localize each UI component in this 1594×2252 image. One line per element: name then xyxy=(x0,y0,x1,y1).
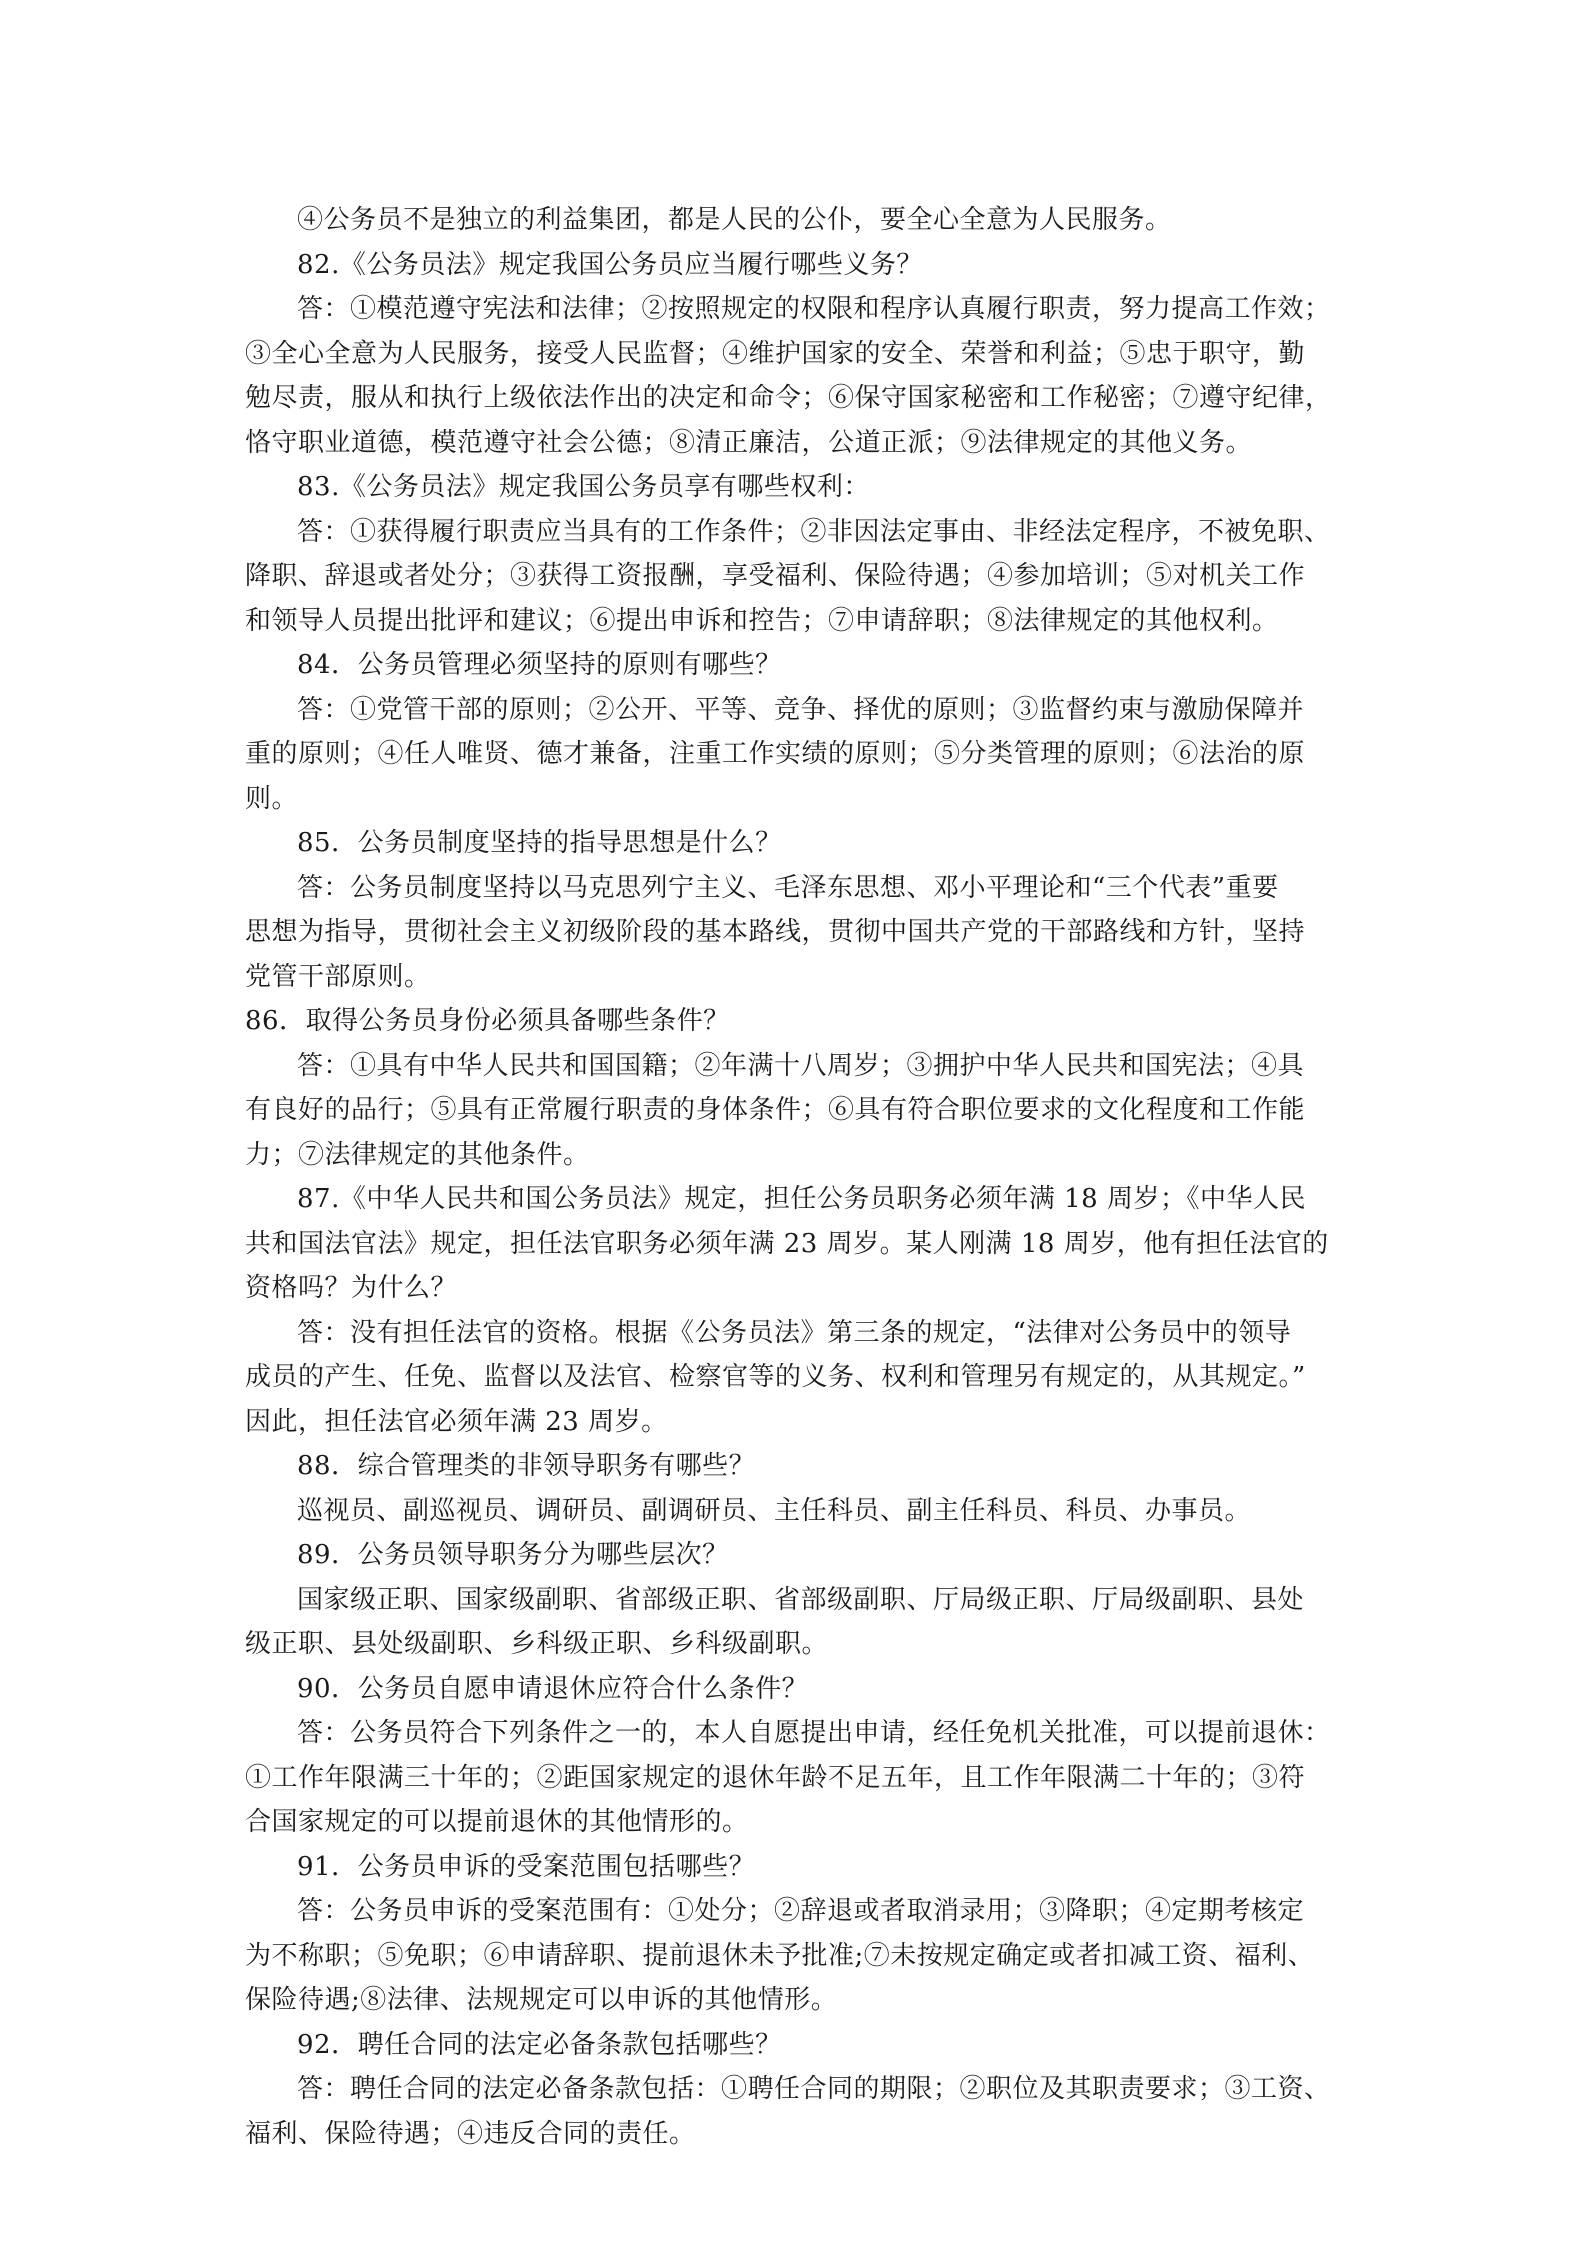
text-line: 87.《中华人民共和国公务员法》规定，担任公务员职务必须年满 18 周岁；《中华人民 xyxy=(297,1184,1306,1214)
text-line: 为不称职；⑤免职；⑥申请辞职、提前退休未予批准;⑦未按规定确定或者扣减工资、福利、 xyxy=(245,1940,1315,1971)
text-line: 90．公务员自愿申请退休应符合什么条件？ xyxy=(297,1673,809,1704)
text-line: 92．聘任合同的法定必备条款包括哪些？ xyxy=(297,2029,782,2060)
text-line: 88．综合管理类的非领导职务有哪些？ xyxy=(297,1451,756,1481)
text-line: 答：没有担任法官的资格。根据《公务员法》第三条的规定，“法律对公务员中的领导 xyxy=(297,1317,1292,1348)
text-line: ③全心全意为人民服务，接受人民监督；④维护国家的安全、荣誉和利益；⑤忠于职守，勤 xyxy=(245,338,1306,369)
text-line: 降职、辞退或者处分；③获得工资报酬，享受福利、保险待遇；④参加培训；⑤对机关工作 xyxy=(245,561,1306,591)
text-line: 答：公务员符合下列条件之一的，本人自愿提出申请，经任免机关批准，可以提前退休： xyxy=(297,1718,1331,1748)
text-line: 84．公务员管理必须坚持的原则有哪些？ xyxy=(297,650,782,680)
text-line: 91．公务员申诉的受案范围包括哪些？ xyxy=(297,1851,756,1882)
text-line: 成员的产生、任免、监督以及法官、检察官等的义务、权利和管理另有规定的，从其规定。” xyxy=(245,1362,1306,1392)
text-line: 巡视员、副巡视员、调研员、副调研员、主任科员、副主任科员、科员、办事员。 xyxy=(297,1495,1252,1526)
text-line: 重的原则；④任人唯贤、德才兼备，注重工作实绩的原则；⑤分类管理的原则；⑥法治的原 xyxy=(245,739,1306,769)
text-line: 恪守职业道德，模范遵守社会公德；⑧清正廉洁，公道正派；⑨法律规定的其他义务。 xyxy=(245,427,1253,458)
text-line: 85．公务员制度坚持的指导思想是什么？ xyxy=(297,828,782,858)
text-line: 勉尽责，服从和执行上级依法作出的决定和命令；⑥保守国家秘密和工作秘密；⑦遵守纪律， xyxy=(245,383,1332,413)
text-line: 答：公务员申诉的受案范围有：①处分；②辞退或者取消录用；③降职；④定期考核定 xyxy=(297,1896,1305,1926)
text-line: 因此，担任法官必须年满 23 周岁。 xyxy=(245,1406,668,1437)
text-line: 合国家规定的可以提前退休的其他情形的。 xyxy=(245,1807,749,1837)
text-line: 答：①具有中华人民共和国国籍；②年满十八周岁；③拥护中华人民共和国宪法；④具 xyxy=(297,1050,1305,1081)
text-line: 则。 xyxy=(245,783,299,814)
text-line: 答：公务员制度坚持以马克思列宁主义、毛泽东思想、邓小平理论和“三个代表”重要 xyxy=(297,872,1279,903)
document-page xyxy=(245,198,1355,2156)
text-line: 83.《公务员法》规定我国公务员享有哪些权利： xyxy=(297,472,870,502)
text-line: 答：①党管干部的原则；②公开、平等、竞争、择优的原则；③监督约束与激励保障并 xyxy=(297,694,1305,725)
text-line: 86．取得公务员身份必须具备哪些条件？ xyxy=(245,1006,730,1036)
text-line: 党管干部原则。 xyxy=(245,961,431,992)
text-line: 89．公务员领导职务分为哪些层次？ xyxy=(297,1540,729,1570)
text-line: 答：聘任合同的法定必备条款包括：①聘任合同的期限；②职位及其职责要求；③工资、 xyxy=(297,2074,1331,2104)
text-line: 力；⑦法律规定的其他条件。 xyxy=(245,1139,590,1170)
text-line: 资格吗？为什么？ xyxy=(245,1273,458,1303)
text-line: 有良好的品行；⑤具有正常履行职责的身体条件；⑥具有符合职位要求的文化程度和工作能 xyxy=(245,1095,1306,1125)
text-line: 福利、保险待遇；④违反合同的责任。 xyxy=(245,2118,696,2149)
text-line: 国家级正职、国家级副职、省部级正职、省部级副职、厅局级正职、厅局级副职、县处 xyxy=(297,1584,1305,1615)
text-line: 保险待遇;⑧法律、法规规定可以申诉的其他情形。 xyxy=(245,1985,838,2015)
text-line: 共和国法官法》规定，担任法官职务必须年满 23 周岁。某人刚满 18 周岁，他有担任法官的 xyxy=(245,1228,1329,1259)
text-line: ④公务员不是独立的利益集团，都是人民的公仆，要全心全意为人民服务。 xyxy=(297,205,1172,235)
text-line: 82.《公务员法》规定我国公务员应当履行哪些义务？ xyxy=(297,249,923,280)
text-line: ①工作年限满三十年的；②距国家规定的退休年龄不足五年，且工作年限满二十年的；③符 xyxy=(245,1762,1306,1793)
text-line: 答：①获得履行职责应当具有的工作条件；②非因法定事由、非经法定程序，不被免职、 xyxy=(297,516,1331,547)
text-line: 答：①模范遵守宪法和法律；②按照规定的权限和程序认真履行职责，努力提高工作效； xyxy=(297,294,1331,324)
text-line: 和领导人员提出批评和建议；⑥提出申诉和控告；⑦申请辞职；⑧法律规定的其他权利。 xyxy=(245,605,1279,636)
text-line: 级正职、县处级副职、乡科级正职、乡科级副职。 xyxy=(245,1629,829,1659)
text-line: 思想为指导，贯彻社会主义初级阶段的基本路线，贯彻中国共产党的干部路线和方针，坚持 xyxy=(245,917,1306,947)
